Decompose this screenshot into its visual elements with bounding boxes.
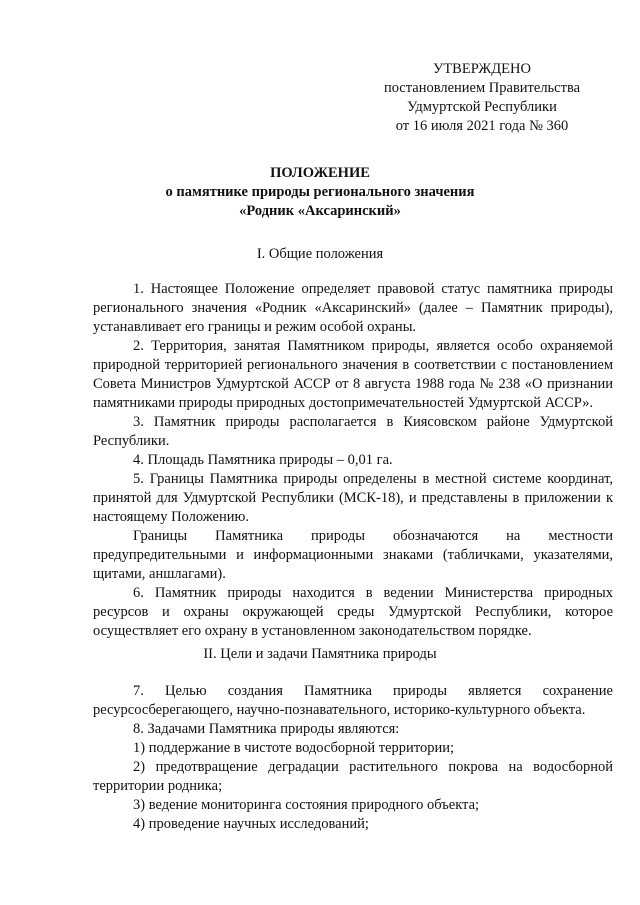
paragraph: 7. Целью создания Памятника природы является сохранение ресурсосберегающего, научно-познавательного, историко-культурного объекта. — [93, 683, 613, 718]
paragraph: 8. Задачами Памятника природы являются: — [133, 721, 400, 737]
approval-stamp — [372, 60, 592, 136]
approval-line-3: Удмуртской Республики — [407, 99, 557, 115]
approval-line-2: постановлением Правительства — [383, 80, 581, 96]
paragraph: 1) поддержание в чистоте водосборной территории; — [133, 740, 455, 756]
paragraph: 2) предотвращение деградации растительного покрова на водосборной территории родника; — [93, 759, 613, 794]
paragraph: 3) ведение мониторинга состояния природного объекта; — [133, 797, 480, 813]
paragraph: 3. Памятник природы располагается в Киясовском районе Удмуртской Республики. — [93, 414, 613, 449]
document-title — [90, 164, 550, 221]
section-2-heading: II. Цели и задачи Памятника природы — [203, 646, 437, 662]
title-line-3: «Родник «Аксаринский» — [239, 203, 401, 219]
paragraph: 2. Территория, занятая Памятником природы, является особо охраняемой природной территорией регионального значения в соответствии с постановлением Совета Министров Удмуртской АССР от 8 августа 1988 года № 238 «О признании памятниками природы природных достопримечательностей Удмуртской АССР». — [93, 338, 613, 411]
title-line-1: ПОЛОЖЕНИЕ — [270, 165, 370, 181]
paragraph: Границы Памятника природы обозначаются на местности предупредительными и информационными знаками (табличками, указателями, щитами, аншлагами). — [93, 528, 613, 582]
paragraph: 1. Настоящее Положение определяет правовой статус памятника природы регионального значения «Родник «Аксаринский» (далее – Памятник природы), устанавливает его границы и режим особой охраны. — [93, 281, 613, 335]
paragraph: 5. Границы Памятника природы определены в местной системе координат, принятой для Удмуртской Республики (МСК-18), и представлены в приложении к настоящему Положению. — [93, 471, 613, 525]
section-2-body — [93, 682, 613, 834]
title-line-2: о памятнике природы регионального значения — [165, 184, 475, 200]
section-1-body — [93, 280, 613, 641]
paragraph: 4) проведение научных исследований; — [133, 816, 369, 832]
approval-line-1: УТВЕРЖДЕНО — [433, 61, 531, 77]
paragraph: 4. Площадь Памятника природы – 0,01 га. — [133, 452, 393, 468]
section-1-heading: I. Общие положения — [256, 246, 384, 262]
approval-line-4: от 16 июля 2021 года № 360 — [395, 118, 569, 134]
paragraph: 6. Памятник природы находится в ведении Министерства природных ресурсов и охраны окружающей среды Удмуртской Республики, которое осуществляет его охрану в установленном законодательством порядке. — [93, 585, 613, 639]
